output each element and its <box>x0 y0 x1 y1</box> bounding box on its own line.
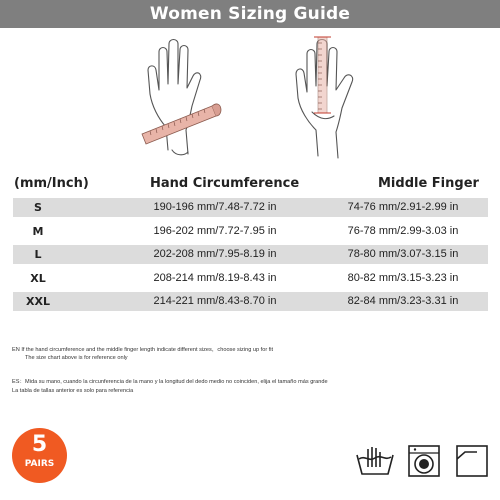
header-size: (mm/Inch) <box>14 176 89 191</box>
middle-cell: 82-84 mm/3.23-3.31 in <box>347 295 459 307</box>
size-cell: S <box>34 201 42 214</box>
table-row <box>13 292 488 311</box>
table-row <box>13 198 488 217</box>
pairs-badge <box>12 428 67 483</box>
hand-wash-icon <box>355 445 395 477</box>
size-cell: L <box>34 248 42 261</box>
machine-wash-icon <box>404 445 444 477</box>
pairs-count: 5 <box>31 432 48 457</box>
middle-cell: 78-80 mm/3.07-3.15 in <box>347 248 459 260</box>
size-cell: XL <box>30 272 46 285</box>
middle-cell: 76-78 mm/2.99-3.03 in <box>347 225 459 237</box>
note-en-line1: EN If the hand circumference and the middle finger length indicate different sizes，choose sizing up for fit <box>12 347 274 353</box>
header-hand-circumference: Hand Circumference <box>150 176 300 191</box>
note-es-line1: ES：Mida su mano, cuando la circunferencia de la mano y la longitud del dedo medio no coinciden, elija el tamaño más grande <box>12 379 328 385</box>
middle-finger-measure-icon <box>282 32 382 172</box>
size-cell: XXL <box>26 295 50 308</box>
hand-cell: 214-221 mm/8.43-8.70 in <box>153 295 277 307</box>
table-header <box>0 176 500 192</box>
pairs-label: PAIRS <box>24 459 55 469</box>
table-row <box>13 222 488 241</box>
header-middle-finger: Middle Finger <box>378 176 479 191</box>
hand-cell: 190-196 mm/7.48-7.72 in <box>153 201 277 213</box>
size-cell: M <box>32 225 44 238</box>
hand-cell: 196-202 mm/7.72-7.95 in <box>153 225 277 237</box>
middle-cell: 74-76 mm/2.91-2.99 in <box>347 201 459 213</box>
note-es-line2: La tabla de tallas anterior es solo para referencia <box>12 388 134 394</box>
table-row <box>13 269 488 288</box>
page-title: Women Sizing Guide <box>0 0 500 28</box>
hand-cell: 202-208 mm/7.95-8.19 in <box>153 248 277 260</box>
hand-circumference-icon <box>128 32 238 172</box>
table-row <box>13 245 488 264</box>
tumble-dry-icon <box>453 445 493 477</box>
middle-cell: 80-82 mm/3.15-3.23 in <box>347 272 459 284</box>
note-en-line2: The size chart above is for reference only <box>25 355 128 361</box>
hand-cell: 208-214 mm/8.19-8.43 in <box>153 272 277 284</box>
